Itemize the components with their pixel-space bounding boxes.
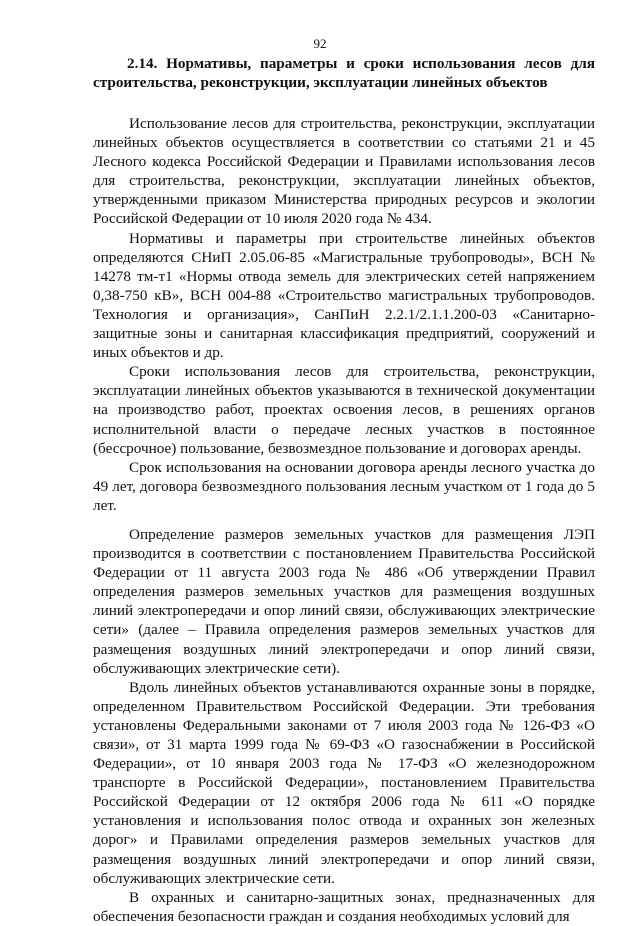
paragraph-lease-duration: Срок использования на основании договора аренды лесного участка до 49 лет, договора безвозмездного пользования лесным участком от 1 года до 5 лет. bbox=[93, 458, 595, 514]
paragraph-forest-use-basis: Использование лесов для строительства, реконструкции, эксплуатации линейных объектов осуществляется в соответствии со статьями 21 и 45 Лесного кодекса Российской Федерации и Правилами использования лесов для строительства, реконструкции, эксплуатации линейных объектов, утвержденными приказом Министерства природных ресурсов и экологии Российской Федерации от 10 июля 2020 года № 434. bbox=[93, 115, 595, 228]
section-heading: 2.14. Нормативы, параметры и сроки использования лесов для строительства, реконструкции, эксплуатации линейных объектов bbox=[93, 55, 595, 91]
paragraph-sanitary-zones: В охранных и санитарно-защитных зонах, предназначенных для обеспечения безопасности граждан и создания необходимых условий для bbox=[93, 888, 595, 925]
page-number: 92 bbox=[313, 36, 327, 51]
paragraph-power-line-land-size: Определение размеров земельных участков для размещения ЛЭП производится в соответствии с постановлением Правительства Российской Федерации от 11 августа 2003 года № 486 «Об утверждении Правил определения размеров земельных участков для размещения воздушных линий электропередачи и опор линий связи, обслуживающих электрические сети» (далее – Правила определения размеров земельных участков для размещения воздушных линий электропередачи и опор линий связи, обслуживающих электрические сети). bbox=[93, 525, 595, 677]
paragraph-protection-zones: Вдоль линейных объектов устанавливаются охранные зоны в порядке, определенном Правительством Российской Федерации. Эти требования установлены Федеральными законами от 7 июля 2003 года № 126-ФЗ «О связи», от 31 марта 1999 года № 69-ФЗ «О газоснабжении в Российской Федерации», от 10 января 2003 года № 17-ФЗ «О железнодорожном транспорте в Российской Федерации», постановлением Правительства Российской Федерации от 12 октября 2006 года № 611 «О порядке установления и использования полос отвода и охранных зон железных дорог» и Правилами определения размеров земельных участков для размещения воздушных линий электропередачи и опор линий связи, обслуживающих электрические сети. bbox=[93, 678, 595, 887]
paragraph-norms-and-parameters: Нормативы и параметры при строительстве линейных объектов определяются СНиП 2.05.06-85 «Магистральные трубопроводы», ВСН № 14278 тм-т1 «Нормы отвода земель для электрических сетей напряжением 0,38-750 кВ», ВСН 004-88 «Строительство магистральных трубопроводов. Технология и организация», СанПиН 2.2.1/2.1.1.200-03 «Санитарно-защитные зоны и санитарная классификация предприятий, сооружений и иных объектов и др. bbox=[93, 229, 595, 362]
paragraph-use-terms: Сроки использования лесов для строительства, реконструкции, эксплуатации линейных объектов указываются в технической документации на производство работ, проектах освоения лесов, в решениях органов исполнительной власти о передаче лесных участков в постоянное (бессрочное) пользование, безвозмездное пользование и договорах аренды. bbox=[93, 363, 595, 457]
body-text bbox=[93, 114, 595, 926]
